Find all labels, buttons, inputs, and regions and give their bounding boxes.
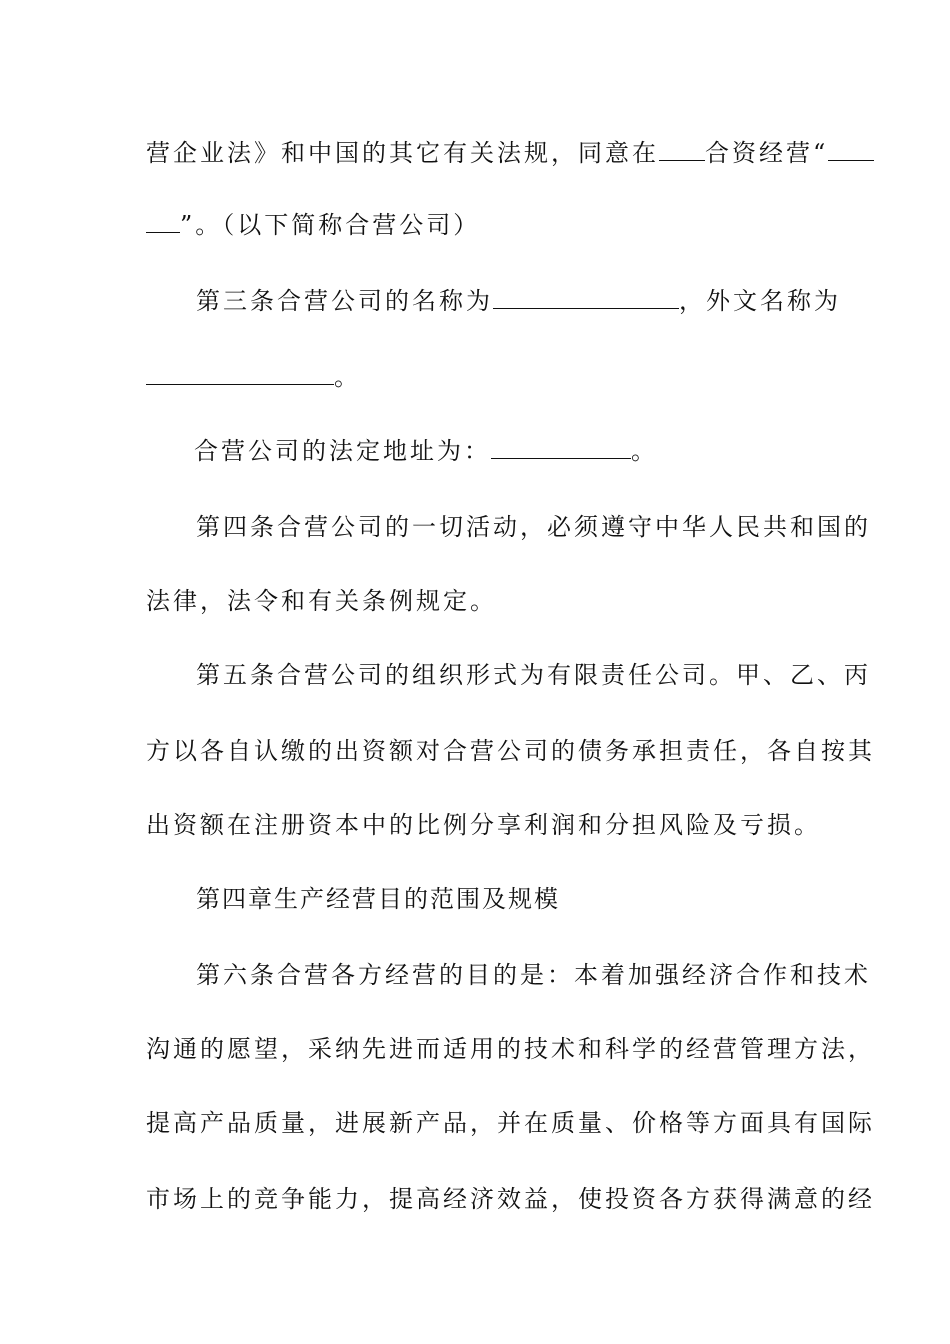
line-5-text-b: 。 <box>631 437 658 465</box>
paragraph-line-15: 市场上的竞争能力，提高经济效益，使投资各方获得满意的经 <box>146 1185 875 1213</box>
line-4-text: 。 <box>334 363 361 391</box>
paragraph-line-4 <box>146 362 361 392</box>
blank-field-foreign-name <box>146 364 334 385</box>
paragraph-line-3 <box>196 286 841 316</box>
line-3-text-b: ，外文名称为 <box>679 287 841 315</box>
line-3-text-a: 第三条合营公司的名称为 <box>196 287 493 315</box>
blank-field-company-name <box>493 288 679 309</box>
paragraph-line-5 <box>194 436 658 466</box>
paragraph-line-10: 出资额在注册资本中的比例分享利润和分担风险及亏损。 <box>146 811 821 839</box>
paragraph-line-7: 法律，法令和有关条例规定。 <box>146 587 497 615</box>
line-2-text: ”。（以下简称合营公司） <box>180 211 481 239</box>
blank-field-2 <box>828 140 874 161</box>
paragraph-line-9: 方以各自认缴的出资额对合营公司的债务承担责任，各自按其 <box>146 737 875 765</box>
paragraph-line-13: 沟通的愿望，采纳先进而适用的技术和科学的经营管理方法， <box>146 1035 875 1063</box>
line-5-text-a: 合营公司的法定地址为： <box>194 437 491 465</box>
paragraph-line-12: 第六条合营各方经营的目的是：本着加强经济合作和技术 <box>196 961 871 989</box>
paragraph-line-2 <box>146 210 480 240</box>
line-1-text-a: 营企业法》和中国的其它有关法规，同意在 <box>146 139 659 167</box>
paragraph-line-14: 提高产品质量，进展新产品，并在质量、价格等方面具有国际 <box>146 1109 875 1137</box>
blank-field-1 <box>659 140 705 161</box>
line-1-text-b: 合资经营“ <box>705 139 829 167</box>
blank-field-address <box>491 438 631 459</box>
paragraph-line-8: 第五条合营公司的组织形式为有限责任公司。甲、乙、丙 <box>196 661 871 689</box>
paragraph-line-6: 第四条合营公司的一切活动，必须遵守中华人民共和国的 <box>196 513 871 541</box>
blank-field-3 <box>146 212 180 233</box>
paragraph-line-1 <box>146 138 874 168</box>
chapter-heading: 第四章生产经营目的范围及规模 <box>196 885 560 913</box>
